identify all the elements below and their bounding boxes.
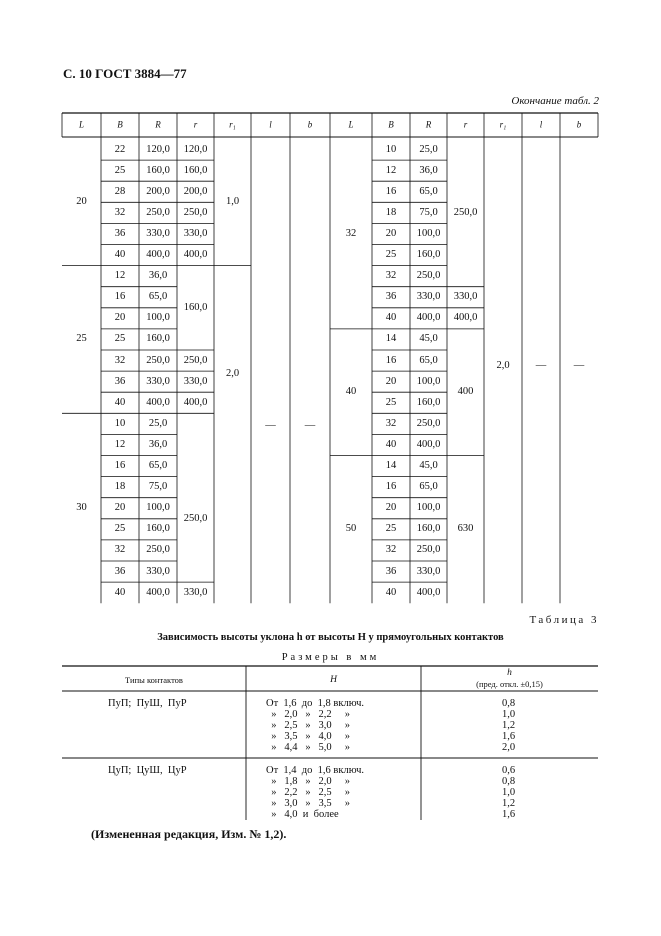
table3-row1-types: ПуП; ПуШ, ПуР [108, 698, 187, 709]
table2-r-cell: 200,0 [183, 185, 208, 197]
table2-r-cell: 400,0 [453, 312, 478, 324]
table2-L-cell: 32 [345, 227, 357, 239]
table2-R-cell: 160,0 [146, 523, 170, 535]
table2-r-cell: 250,0 [183, 206, 208, 218]
table2-header-cell: r₁ [229, 119, 236, 130]
table2-B-cell: 18 [114, 480, 126, 492]
table2-r-cell: 330,0 [183, 586, 208, 598]
table2-header-cell: B [117, 119, 123, 130]
table2-R-cell: 45,0 [419, 333, 438, 345]
table2-B-cell: 40 [385, 438, 397, 450]
table2-header-cell: r₁ [499, 119, 507, 130]
table2-R-cell: 36,0 [419, 164, 438, 176]
table2-B-cell: 14 [385, 333, 397, 345]
table2-r-cell: 250,0 [183, 512, 208, 524]
table2-B-cell: 25 [114, 164, 126, 176]
table2-R-cell: 160,0 [416, 523, 441, 535]
table2-header-cell: R [425, 119, 432, 130]
table2-B-cell: 32 [385, 544, 397, 556]
table2-R-cell: 25,0 [148, 417, 168, 429]
table2-R-cell: 250,0 [146, 354, 170, 366]
table2-B-cell: 32 [385, 417, 397, 429]
table2-R-cell: 65,0 [148, 459, 168, 471]
table2-R-cell: 250,0 [416, 269, 441, 281]
table2-R-cell: 65,0 [419, 354, 438, 366]
table2-R-cell: 250,0 [416, 544, 441, 556]
table2-B-cell: 36 [114, 227, 126, 239]
table3-header-h-note: (пред. откл. ±0,15) [476, 679, 543, 689]
table2-R-cell: 160,0 [416, 396, 441, 408]
table2-B-cell: 16 [385, 480, 397, 492]
footnote: (Измененная редакция, Изм. № 1,2). [91, 827, 287, 841]
table2-R-cell: 75,0 [419, 206, 438, 218]
table2-B-cell: 36 [385, 565, 397, 577]
table3-number: Таблица 3 [529, 614, 599, 626]
table2-r-cell: 400,0 [183, 396, 208, 408]
table2-B-cell: 25 [385, 396, 397, 408]
table3-title: Зависимость высоты уклона h от высоты H у прямоугольных контактов [157, 632, 504, 643]
table2-B-cell: 10 [385, 143, 397, 155]
table2-B-cell: 36 [114, 565, 126, 577]
table2-header-cell: L [78, 119, 85, 130]
table2-R-cell: 65,0 [148, 291, 168, 302]
table3-header-H: H [330, 675, 337, 685]
table2-R-cell: 400,0 [146, 586, 170, 598]
table2-r-cell: 330,0 [183, 227, 208, 239]
table2-B-cell: 32 [114, 544, 126, 556]
table2-R-cell: 330,0 [146, 565, 170, 577]
table2-B-cell: 25 [385, 248, 397, 260]
table2-l-cell: — [265, 419, 276, 431]
table2-R-cell: 100,0 [146, 312, 170, 324]
table3-row2-types: ЦуП; ЦуШ, ЦуР [108, 765, 187, 776]
table2-L-cell: 20 [76, 196, 87, 208]
table2-B-cell: 12 [114, 438, 126, 450]
table2-R-cell: 250,0 [416, 417, 441, 429]
table3-header-h: h [507, 668, 512, 678]
table2-R-cell: 100,0 [146, 502, 170, 513]
table2-B-cell: 28 [114, 185, 126, 197]
table2-r1-cell: 2,0 [225, 368, 240, 380]
page-header: С. 10 ГОСТ 3884—77 [63, 66, 187, 81]
table2-R-cell: 100,0 [416, 227, 441, 239]
table2-R-cell: 330,0 [146, 227, 170, 239]
table2-l-cell: — [535, 359, 547, 371]
table2-R-cell: 400,0 [416, 312, 441, 324]
table2-header-cell: r [193, 119, 198, 130]
table2-B-cell: 40 [114, 248, 126, 260]
table2-R-cell: 100,0 [416, 502, 441, 513]
table3-row1-h: 0,8 1,0 1,2 1,6 2,0 [502, 698, 516, 753]
table2-L-cell: 50 [345, 523, 357, 535]
table2-B-cell: 40 [114, 586, 126, 598]
table2-header-cell: R [155, 119, 161, 130]
table2-B-cell: 16 [385, 185, 397, 197]
table2-L-cell: 40 [345, 385, 357, 397]
table2-R-cell: 330,0 [416, 291, 441, 302]
table2-R-cell: 250,0 [146, 206, 170, 218]
table2-header-cell: b [576, 119, 582, 130]
table2-B-cell: 12 [114, 269, 126, 281]
table3-row2-H: От 1,4 до 1,6 включ. » 1,8 » 2,0 » » 2,2 » 2,5 » » 3,0 » 3,5 » » 4,0 и более [266, 765, 365, 820]
table2-r-cell: 250,0 [453, 206, 478, 218]
table2-B-cell: 20 [385, 227, 397, 239]
table2-B-cell: 20 [385, 375, 397, 387]
table2-header-cell: B [388, 119, 394, 130]
table2-header-cell: b [307, 119, 313, 130]
table2-B-cell: 16 [114, 459, 126, 471]
table2-r-cell: 330,0 [183, 375, 208, 387]
table2-r-cell: 120,0 [183, 143, 208, 155]
table2-B-cell: 36 [385, 291, 397, 302]
table2-L-cell: 25 [76, 333, 87, 345]
table2-R-cell: 400,0 [416, 586, 441, 598]
table2-R-cell: 65,0 [419, 480, 438, 492]
table2-B-cell: 20 [385, 502, 397, 513]
table2-R-cell: 45,0 [419, 459, 438, 471]
table2-B-cell: 32 [114, 206, 126, 218]
table2-B-cell: 20 [114, 312, 126, 324]
table2-R-cell: 36,0 [148, 269, 168, 281]
table2-R-cell: 160,0 [146, 164, 170, 176]
table2-B-cell: 18 [385, 206, 397, 218]
table2-R-cell: 330,0 [146, 375, 170, 387]
table2-r-cell: 330,0 [453, 291, 478, 302]
table3-units: Размеры в мм [281, 652, 380, 663]
table2-header-cell: l [539, 119, 543, 130]
table2-B-cell: 25 [385, 523, 397, 535]
table2-B-cell: 25 [114, 523, 126, 535]
table2-r-cell: 160,0 [183, 301, 208, 313]
table2-r-cell: 400,0 [183, 248, 208, 260]
table2-R-cell: 250,0 [146, 544, 170, 556]
table2-B-cell: 20 [114, 502, 126, 513]
table2-r1-cell: 1,0 [225, 196, 240, 208]
table2-R-cell: 65,0 [419, 185, 438, 197]
table2-r-cell: 630 [457, 523, 474, 535]
table3-header-types: Типы контактов [125, 675, 183, 685]
table2-R-cell: 25,0 [419, 143, 438, 155]
table2-B-cell: 32 [114, 354, 126, 366]
table2-b-cell: — [573, 359, 585, 371]
table3-row2-h: 0,6 0,8 1,0 1,2 1,6 [502, 765, 516, 820]
table2-R-cell: 400,0 [146, 248, 170, 260]
table2-R-cell: 330,0 [416, 565, 441, 577]
table2-r1-cell: 2,0 [496, 359, 510, 371]
table-continuation-label: Окончание табл. 2 [511, 95, 599, 107]
table2-r-cell: 250,0 [183, 354, 208, 366]
table2-R-cell: 120,0 [146, 143, 170, 155]
table2-B-cell: 25 [114, 333, 126, 345]
table2-R-cell: 160,0 [416, 248, 441, 260]
table2-B-cell: 40 [385, 312, 397, 324]
table2-B-cell: 16 [114, 291, 126, 302]
table2-header-cell: l [269, 119, 272, 130]
table2-header-cell: r [463, 119, 468, 130]
table2-B-cell: 12 [385, 164, 397, 176]
table2-b-cell: — [304, 419, 316, 431]
table2-B-cell: 32 [385, 269, 397, 281]
table2-r-cell: 160,0 [183, 164, 208, 176]
table2-B-cell: 14 [385, 459, 397, 471]
table2-header-cell: L [348, 119, 354, 130]
table2-B-cell: 40 [114, 396, 126, 408]
table2-R-cell: 75,0 [148, 480, 168, 492]
table2-B-cell: 36 [114, 375, 126, 387]
table2-R-cell: 36,0 [148, 438, 168, 450]
table2-B-cell: 22 [114, 143, 126, 155]
table2-r-cell: 400 [457, 385, 474, 397]
table2-R-cell: 400,0 [146, 396, 170, 408]
table2-R-cell: 400,0 [416, 438, 441, 450]
table2-R-cell: 100,0 [416, 375, 441, 387]
table2-L-cell: 30 [76, 502, 87, 513]
table2-B-cell: 16 [385, 354, 397, 366]
table2-B-cell: 40 [385, 586, 397, 598]
table3-row1-H: От 1,6 до 1,8 включ. » 2,0 » 2,2 » » 2,5 » 3,0 » » 3,5 » 4,0 » » 4,4 » 5,0 » [266, 698, 365, 753]
table2-B-cell: 10 [114, 417, 126, 429]
table2-R-cell: 200,0 [146, 185, 170, 197]
table2-R-cell: 160,0 [146, 333, 170, 345]
